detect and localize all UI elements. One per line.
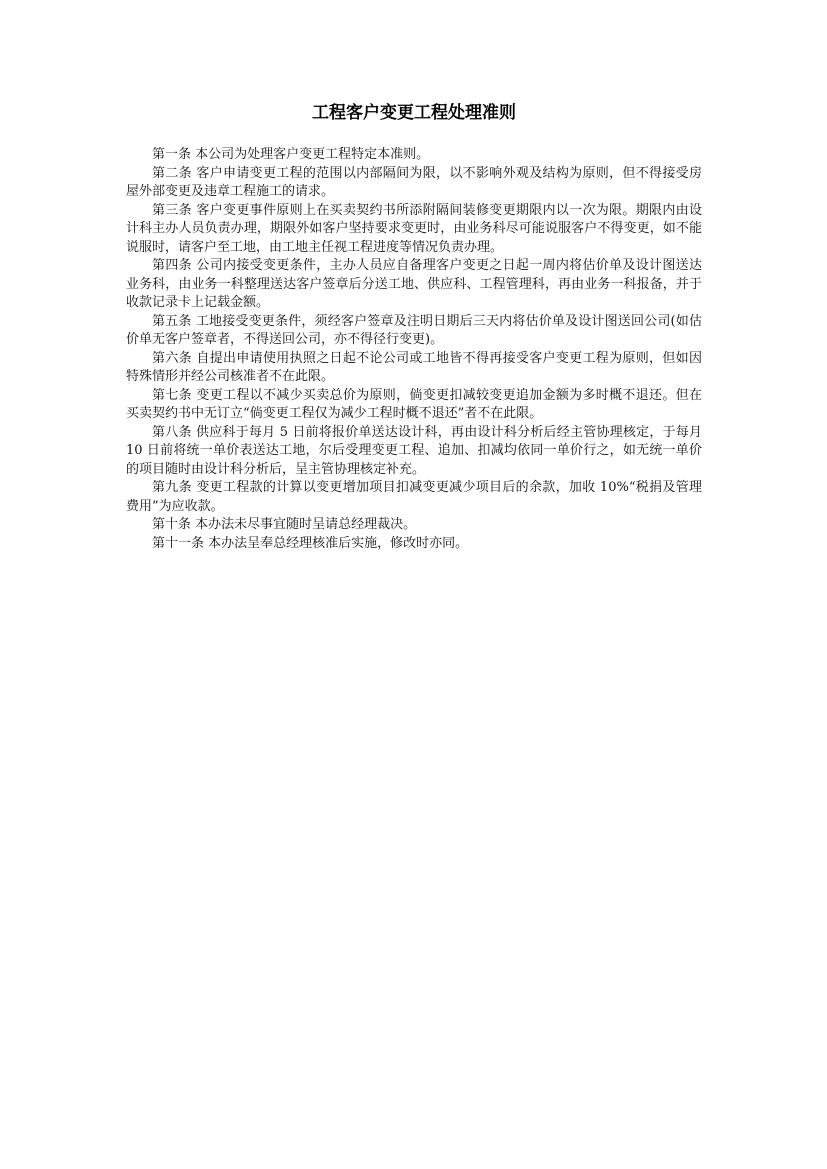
clause-7: 第七条 变更工程以不减少买卖总价为原则，倘变更扣减较变更追加金额为多时概不退还。但在买卖契约书中无订立“倘变更工程仅为减少工程时概不退还”者不在此限。 bbox=[126, 387, 702, 421]
clause-3: 第三条 客户变更事件原则上在买卖契约书所添附隔间装修变更期限内以一次为限。期限内由设计科主办人员负责办理，期限外如客户坚持要求变更时，由业务科尽可能说服客户不得变更，如不能说服时，请客户至工地，由工地主任视工程进度等情况负责办理。 bbox=[126, 202, 702, 255]
clause-8: 第八条 供应科于每月 5 日前将报价单送达设计科，再由设计科分析后经主管协理核定，于每月 10 日前将统一单价表送达工地，尔后受理变更工程、追加、扣减均依同一单价行之，如无统一单价的项目随时由设计科分析后，呈主管协理核定补充。 bbox=[126, 424, 702, 477]
document-body bbox=[126, 100, 702, 553]
clause-10: 第十条 本办法未尽事宜随时呈请总经理裁决。 bbox=[152, 517, 417, 532]
clause-list bbox=[126, 146, 702, 553]
clause-2: 第二条 客户申请变更工程的范围以内部隔间为限，以不影响外观及结构为原则，但不得接受房屋外部变更及违章工程施工的请求。 bbox=[126, 165, 702, 199]
clause-5: 第五条 工地接受变更条件，须经客户签章及注明日期后三天内将估价单及设计图送回公司(如估价单无客户签章者，不得送回公司，亦不得径行变更)。 bbox=[126, 313, 702, 347]
clause-11: 第十一条 本办法呈奉总经理核准后实施，修改时亦同。 bbox=[152, 535, 469, 551]
clause-9: 第九条 变更工程款的计算以变更增加项目扣减变更减少项目后的余款，加收 10%“税捐及管理费用”为应收款。 bbox=[126, 480, 702, 514]
clause-4: 第四条 公司内接受变更条件，主办人员应自备理客户变更之日起一周内将估价单及设计图送达业务科，由业务一科整理送达客户签章后分送工地、供应科、工程管理科，再由业务一科报备，并于收款记录卡上记载金额。 bbox=[126, 258, 702, 310]
clause-1: 第一条 本公司为处理客户变更工程特定本准则。 bbox=[152, 147, 430, 162]
clause-6: 第六条 自提出申请使用执照之日起不论公司或工地皆不得再接受客户变更工程为原则，但如因特殊情形并经公司核准者不在此限。 bbox=[126, 350, 702, 384]
document-title: 工程客户变更工程处理准则 bbox=[312, 103, 516, 123]
